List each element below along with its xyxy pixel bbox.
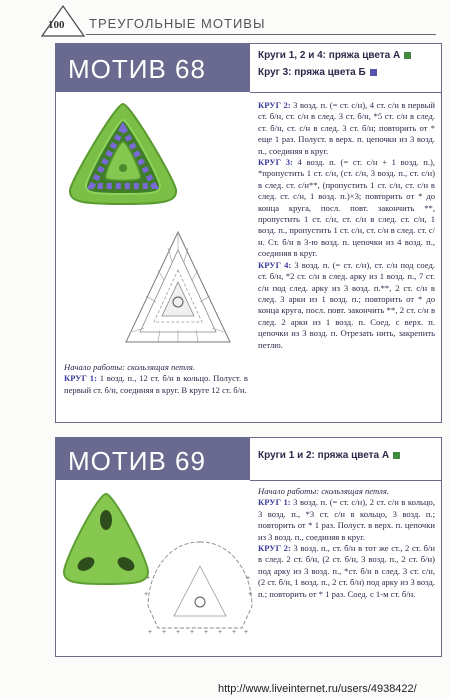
motif-68-instructions: КРУГ 2: 3 возд. п. (= ст. с/н), 4 ст. с/н в первый ст. б/н, ст. с/н в след. 3 ст. б/н, *5 ст. с/н в след. ст. б/н, ст. с/н в след. 3 ст. б/н; повторить от * еще 1 раз. Полуст. в верх. п. цепочки из 3 возд. п., соединяя в круг. КРУГ 3: 4 возд. п. (= ст. с/н + 1 возд. п.), *пропустить 1 ст. с/н, (ст. с/н, 3 возд. п., ст. с/н) в след. ст. с/н**, (пропустить 1 ст. с/н, ст. с/н в след. ст. с/н, 1 возд. п.)×3; повторить от * до конца круга, посл. повт. закончить **, пропустить 1 ст. с/н, ст. с/н в след. ст. с/н, 1 возд. п., пропустить 1 ст. с/н, ст. с/н в след. ст. с/н. Ст. б/н в 3-ю возд. п. цепочки из 4 возд. п., соединяя в круг. КРУГ 4: 3 возд. п. (= ст. с/н), ст. с/н под соед. ст. б/н, *2 ст. с/н в след. арку из 1 возд. п., 7 ст. с/н под след. арку из 3 возд. п.**, 2 ст. с/н в след. 3 арки из 1 возд. п.; повторить от * до конца круга, посл. повт. закончить **, 2 ст. с/н в след. 2 арки из 1 возд. п. Соед. с верх. п. цепочки из 3 возд. п. Отрезать нить, закрепить петлю. [258, 100, 436, 350]
section-title: ТРЕУГОЛЬНЫЕ МОТИВЫ [89, 16, 266, 31]
page-header [40, 4, 440, 34]
svg-text:+: + [148, 629, 153, 636]
svg-text:+: + [162, 629, 167, 636]
motif-69-yarn-list [258, 450, 438, 467]
motif-68-card [55, 43, 442, 423]
motif-68-title-band [56, 44, 250, 92]
motif-68-start-text: Начало работы: скользящая петля. КРУГ 1: 1 возд. п., 12 ст. б/н в кольцо. Полуст. в первый ст. б/н, соединяя в круг. В круге 12 ст. б/н. [64, 362, 248, 395]
motif-68-photo [64, 98, 182, 210]
motif-69-stitch-diagram [144, 536, 256, 636]
yarn-line: Круг 3: пряжа цвета Б [258, 67, 438, 78]
svg-text:+: + [176, 629, 181, 636]
svg-text:+: + [246, 575, 251, 582]
motif-69-photo [58, 490, 154, 588]
motif-68-divider [250, 92, 441, 93]
svg-text:+: + [232, 629, 237, 636]
motif-68-title: МОТИВ 68 [68, 54, 206, 84]
motif-69-title-band [56, 438, 250, 480]
yarn-color-a-swatch [393, 452, 400, 459]
yarn-line: Круги 1 и 2: пряжа цвета А [258, 450, 438, 461]
page-number: 100 [48, 19, 65, 31]
motif-69-instructions: Начало работы: скользящая петля. КРУГ 1: 3 возд. п. (= ст. с/н), 2 ст. с/н в кольцо, 3 возд. п., *3 ст. с/н в кольцо, 3 возд. п.; повторить от * 1 раз. Полуст. в верх. п. цепочки из 3 возд. п., соединяя в круг. КРУГ 2: 3 возд. п., ст. б/н в тот же ст., 2 ст. б/н в след. 2 ст. б/н, (2 ст. б/н, 3 возд. п., 2 ст. б/н) под арку из 3 возд. п., *ст. б/н в след. 3 ст. с/н, (2 ст. б/н, 1 возд. п., 2 ст. б/н) под арку из 3 возд. п.; повторить от * 1 раз. Соед. с 1-м ст. б/н. [258, 486, 436, 599]
motif-69-card [55, 437, 442, 657]
svg-text:+: + [218, 629, 223, 636]
svg-text:+: + [190, 629, 195, 636]
motif-68-yarn-list [258, 50, 438, 84]
svg-text:+: + [144, 591, 149, 598]
svg-text:+: + [244, 629, 249, 636]
yarn-color-b-swatch [370, 69, 377, 76]
svg-text:+: + [146, 575, 151, 582]
header-divider [86, 34, 436, 35]
motif-69-divider [250, 480, 441, 481]
source-url: http://www.liveinternet.ru/users/4938422/ [218, 683, 417, 695]
yarn-color-a-swatch [404, 52, 411, 59]
motif-68-stitch-diagram [118, 224, 238, 354]
svg-text:+: + [204, 629, 209, 636]
svg-text:+: + [248, 591, 253, 598]
motif-69-title: МОТИВ 69 [68, 446, 206, 476]
yarn-line: Круги 1, 2 и 4: пряжа цвета А [258, 50, 438, 61]
